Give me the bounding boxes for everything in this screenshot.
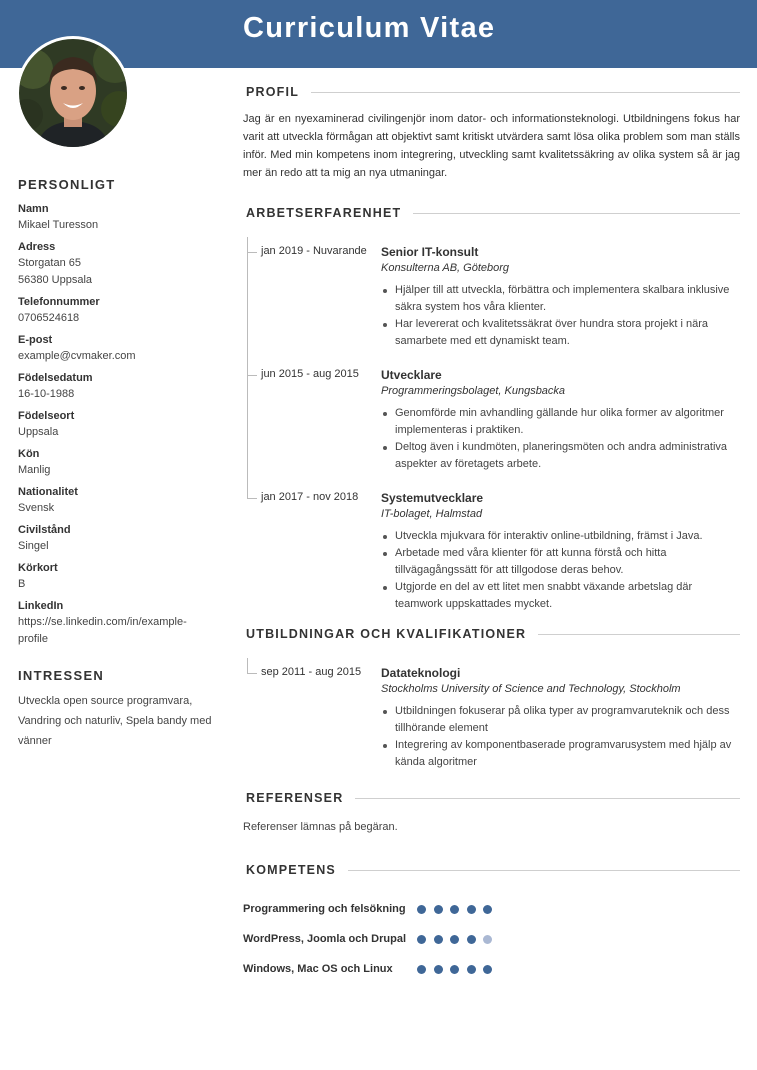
rating-dot-filled <box>467 935 476 944</box>
bullet-item: Utbildningen fokuserar på olika typer av programvaruteknik och dess tillhörande element <box>395 703 740 737</box>
personal-field <box>18 295 218 327</box>
skills-section-header <box>246 861 740 879</box>
skill-rating <box>417 935 500 944</box>
field-value: Storgatan 65 56380 Uppsala <box>18 257 93 286</box>
experience-entry <box>243 237 740 350</box>
field-value: B <box>18 578 26 590</box>
skill-name: WordPress, Joomla och Drupal <box>243 933 407 945</box>
education-heading: UTBILDNINGAR OCH KVALIFIKATIONER <box>246 627 527 641</box>
divider <box>311 92 740 93</box>
entry-date: jan 2017 - nov 2018 <box>261 491 359 503</box>
experience-timeline <box>243 237 740 613</box>
bullet-item: Arbetade med våra klienter för att kunna förstå och hitta tillvägagångssätt för att tillgodose deras behov. <box>395 545 740 579</box>
profile-photo-image <box>19 39 127 147</box>
field-value: Uppsala <box>18 426 59 438</box>
experience-heading: ARBETSERFARENHET <box>246 206 402 220</box>
field-value: Singel <box>18 540 49 552</box>
profile-photo <box>16 36 130 150</box>
entry-date: sep 2011 - aug 2015 <box>261 666 362 678</box>
experience-entry <box>243 360 740 473</box>
field-label: Telefonnummer <box>18 296 100 308</box>
profile-heading: PROFIL <box>246 85 300 99</box>
field-label: Nationalitet <box>18 486 78 498</box>
entry-bullets <box>381 528 740 613</box>
skills-list <box>243 894 740 984</box>
divider <box>538 634 740 635</box>
personal-field <box>18 409 218 441</box>
education-section-header <box>246 625 740 643</box>
skill-name: Programmering och felsökning <box>243 903 406 915</box>
field-label: Adress <box>18 241 56 253</box>
timeline-tick <box>247 252 257 253</box>
rating-dot-filled <box>417 935 426 944</box>
interests-text: Utveckla open source programvara, Vandring och naturliv, Spela bandy med vänner <box>18 695 212 747</box>
skills-heading: KOMPETENS <box>246 863 336 877</box>
bullet-item: Utgjorde en del av ett litet men snabbt växande arbetslag där teamwork uppskattades mycket. <box>395 579 740 613</box>
entry-company: Programmeringsbolaget, Kungsbacka <box>381 385 566 397</box>
bullet-item: Integrering av komponentbaserade programvarusystem med hjälp av kända algoritmer <box>395 737 740 771</box>
personal-field <box>18 333 218 365</box>
personal-field <box>18 447 218 479</box>
field-value: example@cvmaker.com <box>18 350 136 362</box>
page-title: Curriculum Vitae <box>243 12 496 44</box>
field-value: 16-10-1988 <box>18 388 75 400</box>
entry-date: jan 2019 - Nuvarande <box>261 245 367 257</box>
skill-row <box>243 954 740 984</box>
field-label: Födelseort <box>18 410 75 422</box>
experience-entry <box>243 483 740 613</box>
entry-content <box>381 658 740 771</box>
field-value: 0706524618 <box>18 312 80 324</box>
timeline-tick <box>247 673 257 674</box>
bullet-item: Genomförde min avhandling gällande hur olika former av algoritmer implementeras i praktiken. <box>395 405 740 439</box>
rating-dot-filled <box>467 905 476 914</box>
divider <box>348 870 740 871</box>
references-section-header <box>246 789 740 807</box>
field-label: Födelsedatum <box>18 372 93 384</box>
entry-company: IT-bolaget, Halmstad <box>381 508 483 520</box>
rating-dot-filled <box>434 965 443 974</box>
field-label: Kön <box>18 448 40 460</box>
rating-dot-filled <box>483 905 492 914</box>
profile-section-header <box>246 83 740 101</box>
rating-dot-filled <box>483 965 492 974</box>
entry-company: Konsulterna AB, Göteborg <box>381 262 510 274</box>
main-column <box>243 83 740 984</box>
skill-row <box>243 894 740 924</box>
entry-date: jun 2015 - aug 2015 <box>261 368 359 380</box>
rating-dot-filled <box>417 965 426 974</box>
field-label: LinkedIn <box>18 600 64 612</box>
field-label: Namn <box>18 203 49 215</box>
entry-content <box>381 483 740 613</box>
entry-content <box>381 237 740 350</box>
field-value: https://se.linkedin.com/in/example- profile <box>18 616 187 645</box>
personal-field <box>18 485 218 517</box>
entry-company: Stockholms University of Science and Technology, Stockholm <box>381 683 681 695</box>
field-label: E-post <box>18 334 53 346</box>
interests-heading: INTRESSEN <box>18 668 105 683</box>
divider <box>413 213 740 214</box>
skill-rating <box>417 905 500 914</box>
field-label: Körkort <box>18 562 58 574</box>
divider <box>355 798 740 799</box>
field-value: Mikael Turesson <box>18 219 99 231</box>
experience-section-header <box>246 204 740 222</box>
skill-row <box>243 924 740 954</box>
bullet-item: Utveckla mjukvara för interaktiv online-utbildning, främst i Java. <box>395 528 740 545</box>
entry-bullets <box>381 282 740 350</box>
personal-field <box>18 240 218 289</box>
field-label: Civilstånd <box>18 524 71 536</box>
rating-dot-filled <box>417 905 426 914</box>
personal-field <box>18 561 218 593</box>
skill-name: Windows, Mac OS och Linux <box>243 963 393 975</box>
timeline-tick <box>247 498 257 499</box>
bullet-item: Deltog även i kundmöten, planeringsmöten och andra administrativa aspekter av företagets arbete. <box>395 439 740 473</box>
personal-field <box>18 371 218 403</box>
field-value: Svensk <box>18 502 55 514</box>
entry-content <box>381 360 740 473</box>
rating-dot-filled <box>450 905 459 914</box>
personal-field <box>18 599 218 648</box>
entry-bullets <box>381 405 740 473</box>
timeline-tick <box>247 375 257 376</box>
education-timeline <box>243 658 740 771</box>
field-value: Manlig <box>18 464 51 476</box>
rating-dot-filled <box>434 935 443 944</box>
bullet-item: Har levererat och kvalitetssäkrat över hundra stora projekt i nära samarbete med ett dynamiskt team. <box>395 316 740 350</box>
skill-rating <box>417 965 500 974</box>
personal-field <box>18 202 218 234</box>
entry-role: Utvecklare <box>381 368 442 382</box>
rating-dot-filled <box>450 935 459 944</box>
personal-heading: PERSONLIGT <box>18 177 116 192</box>
entry-role: Senior IT-konsult <box>381 245 479 259</box>
personal-fields <box>18 202 218 648</box>
rating-dot-filled <box>467 965 476 974</box>
rating-dot-empty <box>483 935 492 944</box>
references-heading: REFERENSER <box>246 791 344 805</box>
sidebar <box>18 177 218 751</box>
entry-role: Datateknologi <box>381 666 461 680</box>
entry-role: Systemutvecklare <box>381 491 484 505</box>
rating-dot-filled <box>450 965 459 974</box>
entry-bullets <box>381 703 740 771</box>
bullet-item: Hjälper till att utveckla, förbättra och implementera skalbara inklusive säkra system hos våra klienter. <box>395 282 740 316</box>
rating-dot-filled <box>434 905 443 914</box>
education-entry <box>243 658 740 771</box>
profile-text: Jag är en nyexaminerad civilingenjör inom dator- och informationsteknologi. Utbildningens fokus har varit att utveckla förmågan att objektivt samt kritiskt utvärdera samt lösa olika problem som man ställs inför. Med min kompetens inom integrering, utveckling samt kvalitetssäkring av olika system så är jag mer än redo att ta mig an nya utmaningar. <box>243 113 740 179</box>
personal-field <box>18 523 218 555</box>
references-text: Referenser lämnas på begäran. <box>243 821 398 833</box>
